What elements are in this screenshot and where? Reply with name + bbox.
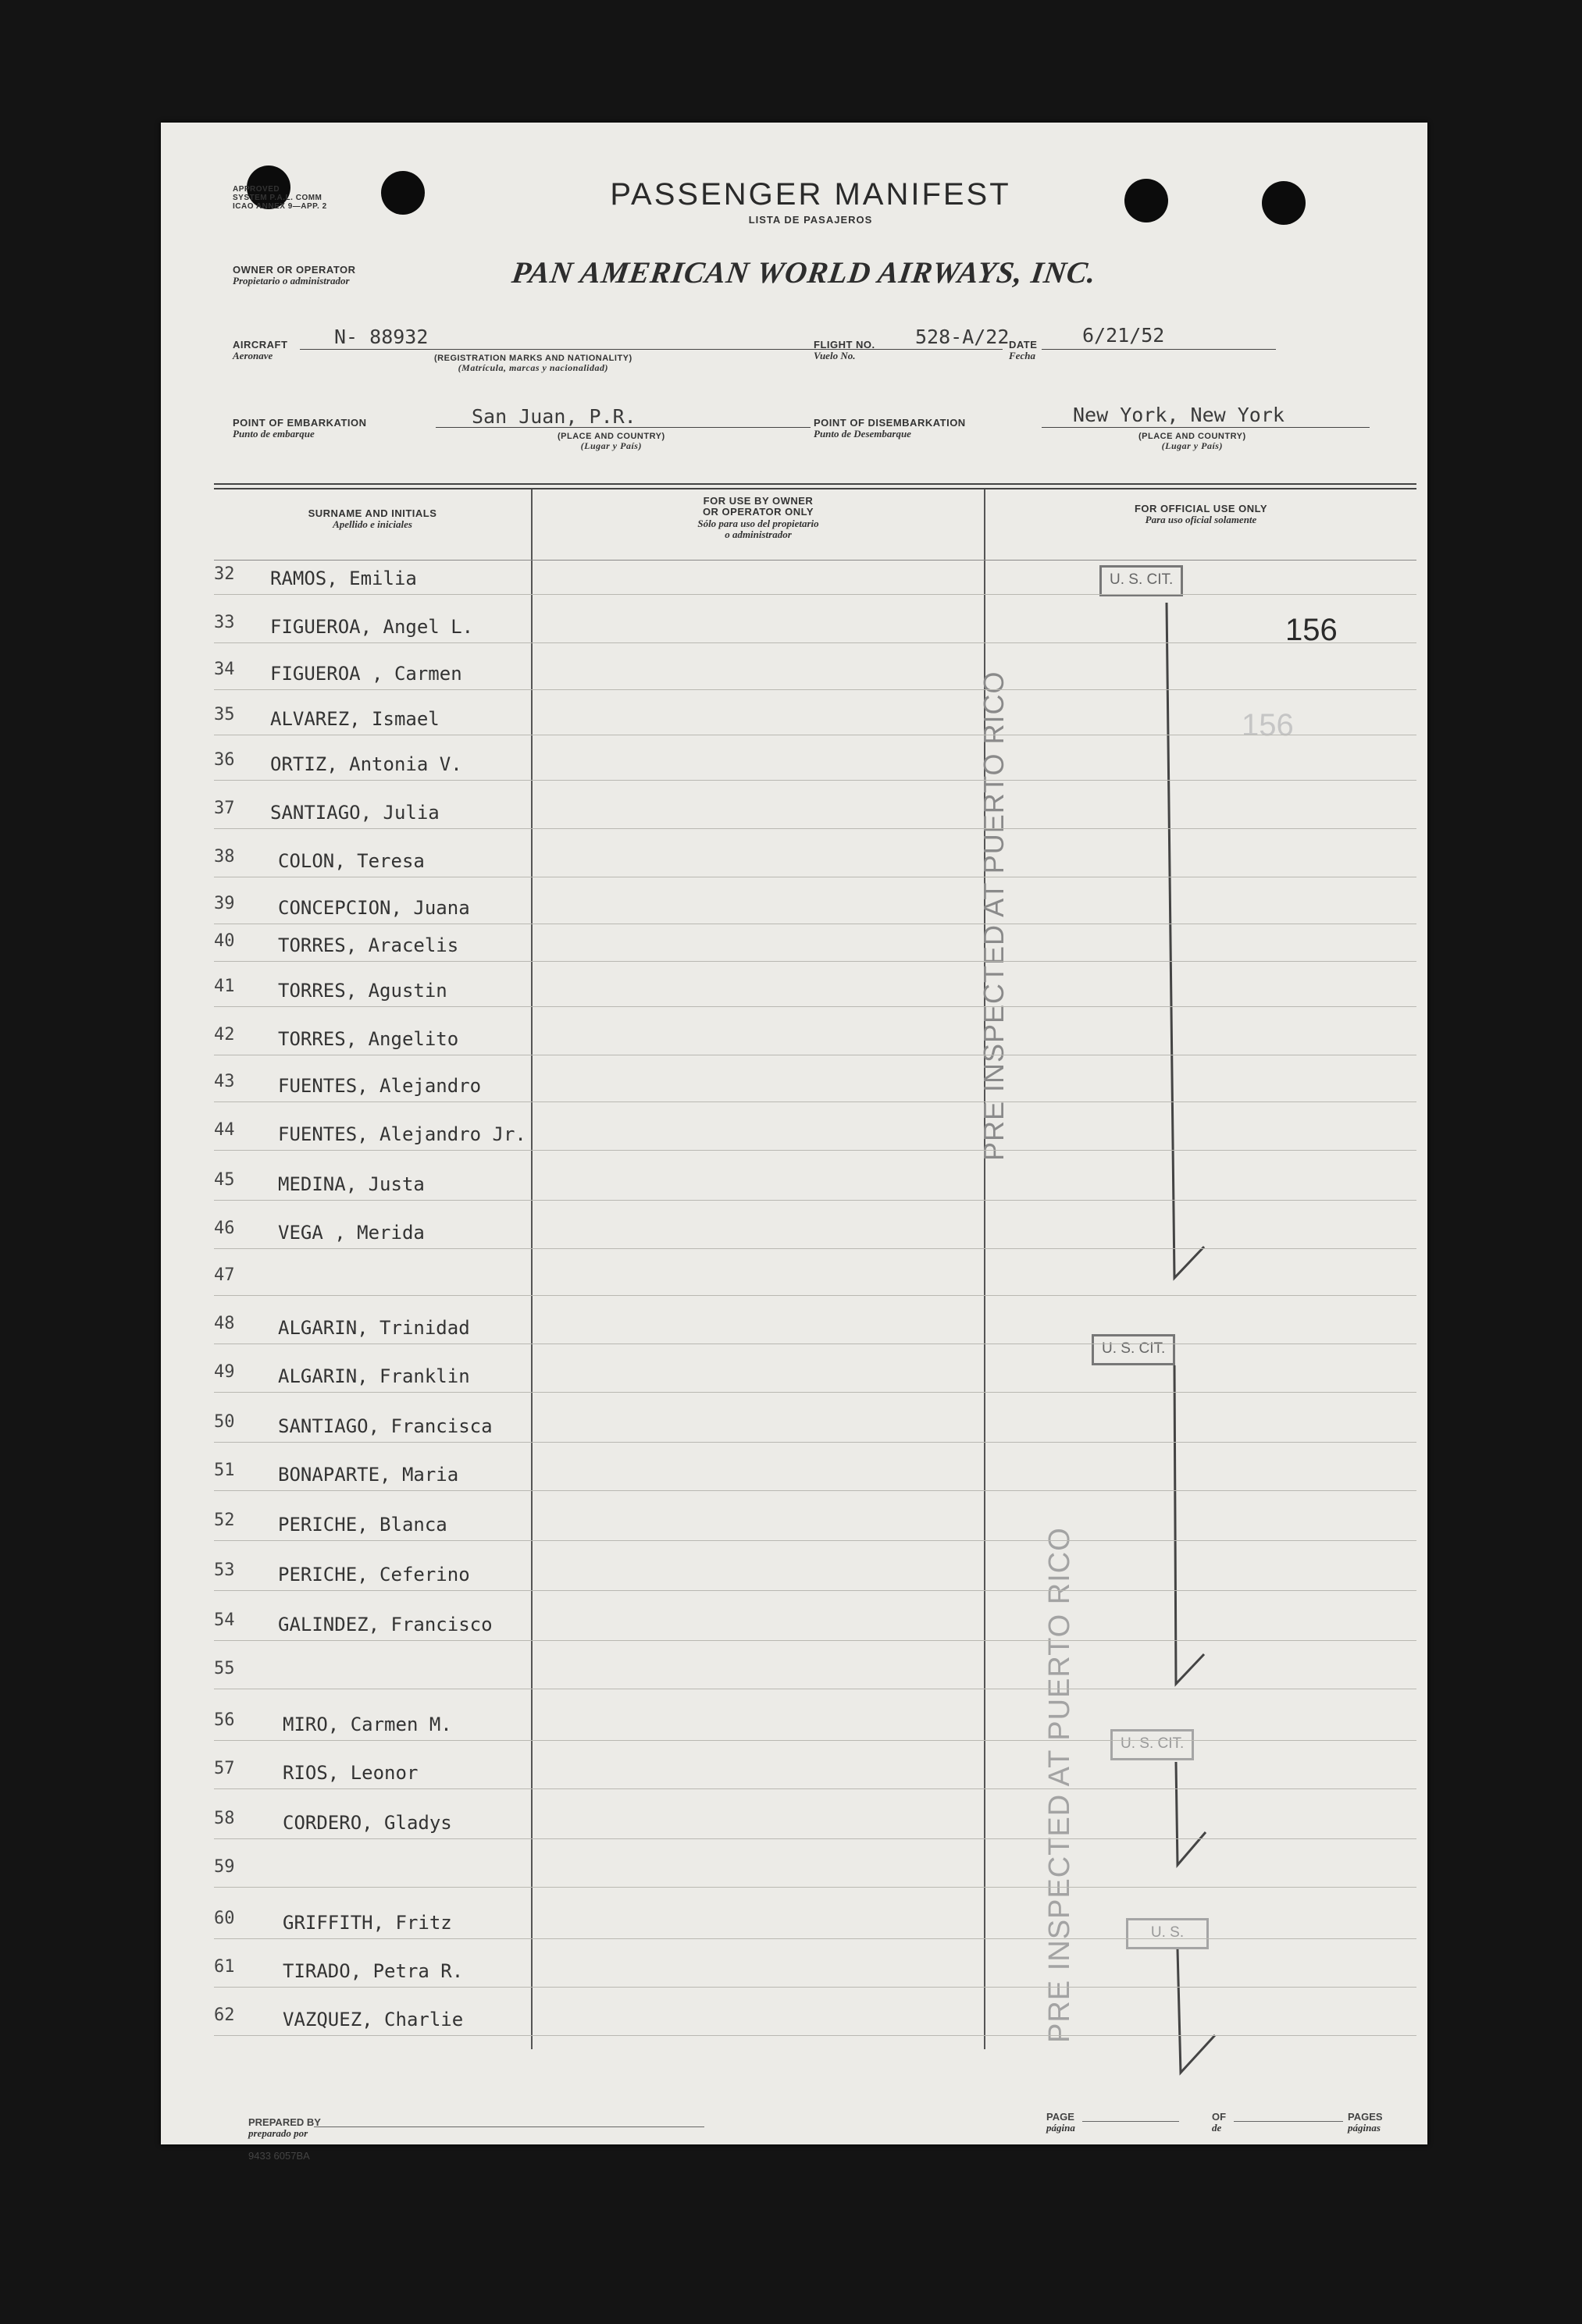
- owner-use-line: OR OPERATOR ONLY: [702, 506, 814, 518]
- passenger-name: ALVAREZ, Ismael: [270, 708, 440, 730]
- passenger-name: SANTIAGO, Francisca: [278, 1415, 493, 1437]
- row-rule: [214, 961, 1416, 962]
- embark-label: POINT OF EMBARKATION: [233, 417, 367, 429]
- us-cit-stamp-partial: U. S.: [1126, 1918, 1209, 1949]
- place-note-es: (Lugar y País): [1161, 440, 1223, 452]
- row-rule: [214, 1938, 1416, 1939]
- passenger-count-faint: 156: [1242, 708, 1294, 742]
- row-number: 57: [214, 1759, 235, 1778]
- passenger-name: FUENTES, Alejandro: [278, 1075, 482, 1097]
- row-rule: [214, 2035, 1416, 2036]
- names-title-es: Apellido e iniciales: [333, 518, 412, 531]
- embark-place-note: [558, 432, 665, 451]
- flight-label: FLIGHT NO.: [814, 339, 875, 351]
- form-id-line: APPROVED: [233, 185, 280, 194]
- row-rule: [214, 1392, 1416, 1393]
- column-header-rule: [214, 560, 1416, 561]
- row-number: 45: [214, 1170, 235, 1190]
- us-cit-stamp: U. S. CIT.: [1110, 1729, 1194, 1760]
- row-number: 56: [214, 1710, 235, 1730]
- row-number: 36: [214, 750, 235, 770]
- disembark-line: [1042, 427, 1370, 428]
- row-number: 43: [214, 1072, 235, 1091]
- row-number: 62: [214, 2005, 235, 2025]
- prepared-line: [314, 2126, 704, 2127]
- prepared-label: PREPARED BY: [248, 2116, 321, 2128]
- owner-use-line: FOR USE BY OWNER: [703, 495, 814, 507]
- of-label-es: de: [1212, 2122, 1222, 2134]
- row-number: 33: [214, 613, 235, 632]
- registration-note: (REGISTRATION MARKS AND NATIONALITY): [434, 354, 632, 363]
- of-label: OF: [1212, 2111, 1227, 2123]
- page-block: [1046, 2112, 1075, 2134]
- form-id-block: [233, 185, 327, 211]
- passenger-name: ALGARIN, Trinidad: [278, 1317, 470, 1339]
- passenger-name: TIRADO, Petra R.: [283, 1960, 464, 1982]
- embark-value: San Juan, P.R.: [472, 405, 636, 428]
- row-rule: [214, 1101, 1416, 1102]
- flight-label-es: Vuelo No.: [814, 350, 856, 362]
- row-rule: [214, 828, 1416, 829]
- passenger-name: ALGARIN, Franklin: [278, 1365, 470, 1387]
- row-rule: [214, 1887, 1416, 1888]
- date-line: [1042, 349, 1276, 350]
- punch-hole-2: [381, 171, 425, 215]
- official-use-es: Para uso oficial solamente: [1145, 514, 1257, 526]
- passenger-name: TORRES, Angelito: [278, 1028, 459, 1050]
- flight-label-block: [814, 340, 875, 362]
- embark-label-es: Punto de embarque: [233, 428, 315, 440]
- page-subtitle: LISTA DE PASAJEROS: [748, 214, 873, 226]
- official-use-title: FOR OFFICIAL USE ONLY: [1134, 503, 1268, 514]
- owner-label-block: [233, 265, 356, 287]
- passenger-name: FIGUEROA , Carmen: [270, 663, 462, 685]
- row-rule: [214, 594, 1416, 595]
- passenger-name: RAMOS, Emilia: [270, 568, 417, 589]
- page-label: PAGE: [1046, 2111, 1074, 2123]
- header-double-rule-bottom: [214, 488, 1416, 489]
- passenger-name: FUENTES, Alejandro Jr.: [278, 1123, 526, 1145]
- check-mark: [1176, 1762, 1206, 1865]
- disembark-label-block: [814, 418, 966, 440]
- row-rule: [214, 1295, 1416, 1296]
- owner-use-column-header: [533, 496, 984, 540]
- passenger-name: PERICHE, Blanca: [278, 1514, 447, 1536]
- row-rule: [214, 1788, 1416, 1789]
- row-rule: [214, 1540, 1416, 1541]
- official-use-column-header: [985, 504, 1416, 526]
- row-number: 37: [214, 799, 235, 818]
- row-number: 47: [214, 1265, 235, 1285]
- passenger-name: PERICHE, Ceferino: [278, 1564, 470, 1586]
- aircraft-label-block: [233, 340, 287, 362]
- passenger-name: TORRES, Agustin: [278, 980, 447, 1002]
- row-rule: [214, 1838, 1416, 1839]
- owner-label: OWNER OR OPERATOR: [233, 264, 356, 276]
- date-value: 6/21/52: [1082, 324, 1165, 347]
- place-note: (PLACE AND COUNTRY): [1138, 432, 1246, 441]
- row-number: 59: [214, 1857, 235, 1877]
- row-number: 61: [214, 1957, 235, 1977]
- date-label: DATE: [1009, 339, 1038, 351]
- passenger-name: SANTIAGO, Julia: [270, 802, 440, 824]
- row-rule: [214, 1442, 1416, 1443]
- row-number: 58: [214, 1809, 235, 1828]
- row-number: 34: [214, 660, 235, 679]
- row-number: 60: [214, 1909, 235, 1928]
- passenger-name: RIOS, Leonor: [283, 1762, 419, 1784]
- column-divider-1: [531, 489, 533, 2049]
- preinspected-stamp: PRE INSPECTED AT PUERTO RICO: [978, 671, 1010, 1161]
- row-number: 46: [214, 1219, 235, 1238]
- us-cit-stamp: U. S. CIT.: [1099, 565, 1183, 596]
- page-label-es: página: [1046, 2122, 1075, 2134]
- date-label-block: [1009, 340, 1037, 362]
- pages-label: PAGES: [1348, 2111, 1383, 2123]
- row-number: 53: [214, 1561, 235, 1580]
- manifest-sheet: [161, 123, 1427, 2162]
- row-rule: [214, 689, 1416, 690]
- row-number: 50: [214, 1412, 235, 1432]
- form-id-line: ICAO ANNEX 9—APP. 2: [233, 202, 327, 211]
- row-rule: [214, 642, 1416, 643]
- passenger-count: 156: [1285, 613, 1338, 647]
- row-number: 54: [214, 1610, 235, 1630]
- punch-hole-4: [1262, 181, 1306, 225]
- check-mark: [1174, 1365, 1204, 1684]
- row-rule: [214, 1590, 1416, 1591]
- row-number: 48: [214, 1314, 235, 1333]
- flight-value: 528-A/22: [915, 326, 1010, 348]
- of-line: [1234, 2121, 1343, 2122]
- check-mark: [1167, 603, 1204, 1278]
- date-label-es: Fecha: [1009, 350, 1035, 362]
- of-block: [1212, 2112, 1226, 2134]
- row-rule: [214, 1490, 1416, 1491]
- passenger-name: VEGA , Merida: [278, 1222, 425, 1244]
- row-number: 55: [214, 1659, 235, 1678]
- row-rule: [214, 1640, 1416, 1641]
- passenger-name: BONAPARTE, Maria: [278, 1464, 459, 1486]
- disembark-place-note: [1138, 432, 1246, 451]
- disembark-value: New York, New York: [1073, 404, 1284, 426]
- pages-block: [1348, 2112, 1383, 2134]
- passenger-name: GRIFFITH, Fritz: [283, 1912, 452, 1934]
- row-number: 38: [214, 847, 235, 867]
- row-number: 39: [214, 894, 235, 913]
- owner-use-line: o administrador: [725, 528, 792, 540]
- row-number: 40: [214, 931, 235, 951]
- passenger-name: FIGUEROA, Angel L.: [270, 616, 474, 638]
- row-rule: [214, 780, 1416, 781]
- passenger-name: CORDERO, Gladys: [283, 1812, 452, 1834]
- disembark-label-es: Punto de Desembarque: [814, 428, 911, 440]
- owner-value: PAN AMERICAN WORLD AIRWAYS, INC.: [509, 256, 1099, 290]
- row-number: 42: [214, 1025, 235, 1045]
- flight-line: [884, 349, 1003, 350]
- passenger-name: COLON, Teresa: [278, 850, 425, 872]
- registration-note-block: [434, 354, 632, 373]
- aircraft-label: AIRCRAFT: [233, 339, 288, 351]
- preinspected-stamp: PRE INSPECTED AT PUERTO RICO: [1043, 1527, 1076, 2043]
- passenger-name: GALINDEZ, Francisco: [278, 1614, 493, 1635]
- form-number: 9433 6057BA: [248, 2150, 310, 2162]
- passenger-name: ORTIZ, Antonia V.: [270, 753, 462, 775]
- passenger-name: CONCEPCION, Juana: [278, 897, 470, 919]
- us-cit-stamp: U. S. CIT.: [1092, 1334, 1175, 1365]
- owner-label-es: Propietario o administrador: [233, 275, 350, 287]
- passenger-name: VAZQUEZ, Charlie: [283, 2009, 464, 2030]
- page-title: PASSENGER MANIFEST: [610, 177, 1011, 212]
- place-note: (PLACE AND COUNTRY): [558, 432, 665, 441]
- header-double-rule-top: [214, 483, 1416, 485]
- passenger-name: MEDINA, Justa: [278, 1173, 425, 1195]
- punch-hole-3: [1124, 179, 1168, 222]
- row-number: 51: [214, 1461, 235, 1480]
- page-line: [1082, 2121, 1179, 2122]
- row-rule: [214, 1006, 1416, 1007]
- row-rule: [214, 1248, 1416, 1249]
- names-title: SURNAME AND INITIALS: [308, 507, 437, 519]
- row-number: 49: [214, 1362, 235, 1382]
- row-number: 41: [214, 977, 235, 996]
- registration-note-es: (Matrícula, marcas y nacionalidad): [458, 362, 608, 374]
- form-id-line: SYSTEM P.A.L. COMM: [233, 194, 322, 202]
- aircraft-label-es: Aeronave: [233, 350, 273, 362]
- row-number: 35: [214, 705, 235, 724]
- row-number: 44: [214, 1120, 235, 1140]
- names-column-header: [214, 508, 531, 531]
- row-number: 52: [214, 1511, 235, 1530]
- row-rule: [214, 1987, 1416, 1988]
- passenger-name: MIRO, Carmen M.: [283, 1714, 452, 1735]
- row-rule: [214, 1740, 1416, 1741]
- disembark-label: POINT OF DISEMBARKATION: [814, 417, 966, 429]
- row-rule: [214, 1200, 1416, 1201]
- passenger-name: TORRES, Aracelis: [278, 934, 459, 956]
- aircraft-value: N- 88932: [334, 326, 429, 348]
- prepared-by-block: [248, 2117, 321, 2140]
- row-number: 32: [214, 564, 235, 584]
- owner-use-line: Sólo para uso del propietario: [697, 517, 819, 529]
- embark-label-block: [233, 418, 367, 440]
- prepared-label-es: preparado por: [248, 2127, 308, 2140]
- place-note-es: (Lugar y País): [580, 440, 642, 452]
- check-mark: [1178, 1949, 1215, 2073]
- row-rule: [214, 1150, 1416, 1151]
- pages-label-es: páginas: [1348, 2122, 1381, 2134]
